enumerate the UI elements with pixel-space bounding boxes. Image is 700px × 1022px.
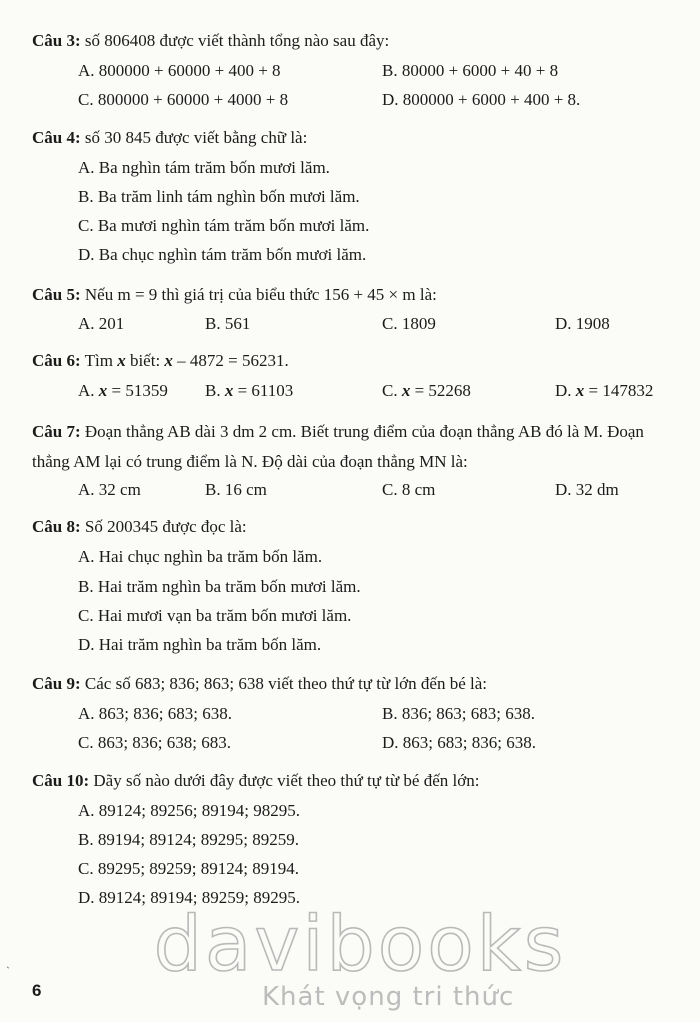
- option-a: [78, 381, 168, 401]
- option-d: D. 32 dm: [555, 480, 619, 499]
- option-a: A. Hai chục nghìn ba trăm bốn lăm.: [78, 547, 323, 566]
- question-5: [32, 285, 687, 305]
- option-d: D. Hai trăm nghìn ba trăm bốn lăm.: [78, 635, 322, 654]
- option-a: A. 201: [78, 314, 125, 333]
- question-text: Số 200345 được đọc là:: [84, 517, 247, 536]
- question-text: Đoạn thẳng AB dài 3 dm 2 cm. Biết trung điểm của đoạn thẳng AB đó là M. Đoạn thẳng AM lại có trung điểm là N. Độ dài của đoạn thẳng MN là:: [32, 422, 644, 471]
- question-text: số 806408 được viết thành tổng nào sau đây:: [84, 31, 390, 50]
- option-b: B. 80000 + 6000 + 40 + 8: [382, 61, 559, 80]
- option-b: B. Ba trăm linh tám nghìn bốn mươi lăm.: [78, 187, 360, 206]
- option-c: C. 89295; 89259; 89124; 89194.: [78, 859, 300, 878]
- option-value: = 52268: [414, 381, 471, 400]
- question-8: [32, 517, 687, 537]
- question-3: [32, 31, 687, 51]
- option-c: C. 863; 836; 638; 683.: [78, 733, 232, 752]
- question-label: Câu 3:: [32, 31, 81, 50]
- option-letter: C.: [382, 381, 398, 400]
- option-variable: x: [575, 381, 585, 400]
- option-b: B. 16 cm: [205, 480, 267, 499]
- equation-rest: – 4872 = 56231.: [177, 351, 289, 370]
- option-d: [555, 381, 653, 401]
- option-d: D. 800000 + 6000 + 400 + 8.: [382, 90, 581, 109]
- option-d: D. 863; 683; 836; 638.: [382, 733, 536, 752]
- question-text: số 30 845 được viết bằng chữ là:: [84, 128, 308, 147]
- option-c: C. Ba mươi nghìn tám trăm bốn mươi lăm.: [78, 216, 370, 235]
- question-label: Câu 4:: [32, 128, 81, 147]
- question-text: Dãy số nào dưới đây được viết theo thứ tự từ bé đến lớn:: [93, 771, 480, 790]
- option-d: D. 1908: [555, 314, 610, 333]
- option-variable: x: [98, 381, 108, 400]
- equation-variable: x: [164, 351, 173, 370]
- watermark-logo: [150, 900, 570, 984]
- option-c: [382, 381, 471, 401]
- question-text-post: biết:: [129, 351, 161, 370]
- watermark-logo-text: davibooks: [153, 900, 567, 984]
- question-text: Các số 683; 836; 863; 638 viết theo thứ tự từ lớn đến bé là:: [84, 674, 487, 693]
- option-value: = 147832: [588, 381, 654, 400]
- variable-x: x: [117, 351, 126, 370]
- option-b: B. 836; 863; 683; 638.: [382, 704, 536, 723]
- question-6: [32, 351, 687, 371]
- option-letter: A.: [78, 381, 95, 400]
- question-text-pre: Tìm: [84, 351, 113, 370]
- question-label: Câu 9:: [32, 674, 81, 693]
- question-label: Câu 8:: [32, 517, 81, 536]
- option-a: A. 32 cm: [78, 480, 141, 499]
- option-a: A. 800000 + 60000 + 400 + 8: [78, 61, 281, 80]
- option-variable: x: [224, 381, 234, 400]
- watermark-tagline: Khát vọng tri thức: [262, 982, 515, 1012]
- option-variable: x: [401, 381, 411, 400]
- question-label: Câu 5:: [32, 285, 81, 304]
- option-letter: D.: [555, 381, 572, 400]
- option-a: A. 863; 836; 683; 638.: [78, 704, 232, 723]
- option-d: D. 89124; 89194; 89259; 89295.: [78, 888, 300, 907]
- option-d: D. Ba chục nghìn tám trăm bốn mươi lăm.: [78, 245, 367, 264]
- option-c: C. 8 cm: [382, 480, 436, 499]
- option-c: C. Hai mươi vạn ba trăm bốn mươi lăm.: [78, 606, 352, 625]
- option-value: = 51359: [111, 381, 168, 400]
- option-b: B. 561: [205, 314, 251, 333]
- question-9: [32, 674, 687, 694]
- question-4: [32, 128, 687, 148]
- option-c: C. 800000 + 60000 + 4000 + 8: [78, 90, 289, 109]
- option-a: A. 89124; 89256; 89194; 98295.: [78, 801, 300, 820]
- question-text: Nếu m = 9 thì giá trị của biểu thức 156 + 45 × m là:: [84, 285, 437, 304]
- question-label: Câu 10:: [32, 771, 90, 790]
- question-label: Câu 7:: [32, 422, 81, 441]
- page-number: 6: [32, 981, 42, 1000]
- option-c: C. 1809: [382, 314, 436, 333]
- question-7: [32, 417, 680, 477]
- margin-mark: `: [6, 964, 10, 978]
- option-a: A. Ba nghìn tám trăm bốn mươi lăm.: [78, 158, 330, 177]
- question-label: Câu 6:: [32, 351, 81, 370]
- option-value: = 61103: [237, 381, 294, 400]
- option-b: B. Hai trăm nghìn ba trăm bốn mươi lăm.: [78, 577, 361, 596]
- question-10: [32, 771, 687, 791]
- option-b: [205, 381, 293, 401]
- option-b: B. 89194; 89124; 89295; 89259.: [78, 830, 300, 849]
- option-letter: B.: [205, 381, 221, 400]
